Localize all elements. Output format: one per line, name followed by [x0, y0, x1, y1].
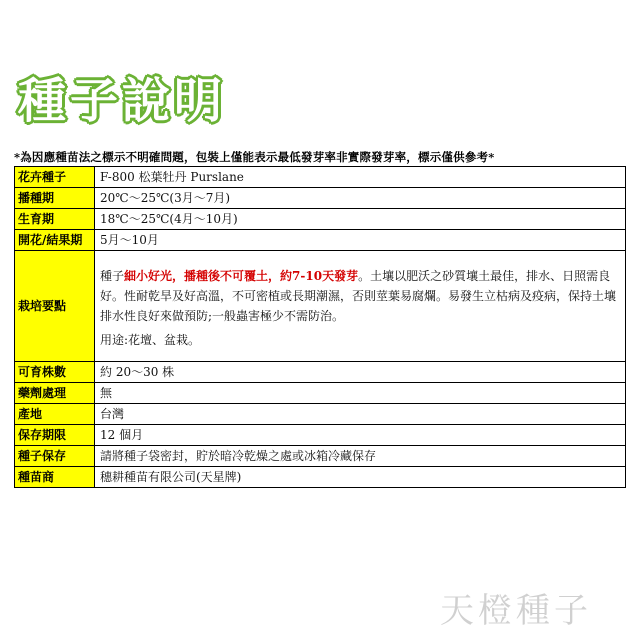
cultivation-notes	[95, 251, 626, 362]
cultivation-pre: 種子	[100, 269, 125, 283]
row-value: 18℃～25℃(4月～10月)	[95, 209, 626, 230]
row-label: 保存期限	[15, 425, 95, 446]
row-label: 生育期	[15, 209, 95, 230]
table-row	[15, 425, 626, 446]
table-row	[15, 167, 626, 188]
row-label: 栽培要點	[15, 251, 95, 362]
cultivation-highlight-end: 天發芽	[322, 269, 359, 283]
row-label: 播種期	[15, 188, 95, 209]
seed-spec-table	[14, 166, 626, 488]
row-value: 台灣	[95, 404, 626, 425]
cultivation-text	[100, 262, 620, 326]
table-row	[15, 362, 626, 383]
row-label: 種苗商	[15, 467, 95, 488]
row-label: 產地	[15, 404, 95, 425]
table-row	[15, 188, 626, 209]
table-row	[15, 404, 626, 425]
row-value: 5月～10月	[95, 230, 626, 251]
page-title: 種子說明	[18, 73, 227, 129]
row-value: 請將種子袋密封，貯於暗冷乾燥之處或冰箱冷藏保存	[95, 446, 626, 467]
table-row	[15, 383, 626, 404]
table-row	[15, 209, 626, 230]
row-label: 花卉種子	[15, 167, 95, 188]
disclaimer-notice: *為因應種苗法之標示不明確問題，包裝上僅能表示最低發芽率非實際發芽率，標示僅供參考*	[14, 150, 495, 164]
brand-watermark: 天橙種子	[440, 591, 592, 631]
row-value: 12 個月	[95, 425, 626, 446]
row-value: 無	[95, 383, 626, 404]
germination-days: 7-10	[292, 269, 323, 283]
row-label: 藥劑處理	[15, 383, 95, 404]
row-value: 約 20～30 株	[95, 362, 626, 383]
row-label: 可育株數	[15, 362, 95, 383]
row-value: F-800 松葉牡丹 Purslane	[95, 167, 626, 188]
usage-text: 用途:花壇、盆栽。	[100, 333, 201, 347]
row-value: 穗耕種苗有限公司(天星牌)	[95, 467, 626, 488]
table-row	[15, 251, 626, 362]
table-row	[15, 446, 626, 467]
table-row	[15, 230, 626, 251]
cultivation-highlight: 細小好光，播種後不可覆土，約	[124, 269, 293, 283]
row-label: 種子保存	[15, 446, 95, 467]
table-row	[15, 467, 626, 488]
row-label: 開花/結果期	[15, 230, 95, 251]
row-value: 20℃～25℃(3月～7月)	[95, 188, 626, 209]
cultivation-post: 。土壤以肥沃之砂質壤土最佳，排水、日照需良好。性耐乾旱及好高溫，不可密植或長期潮濕，否則莖葉易腐爛。易發生立枯病及疫病，保持土壤排水性良好來做預防;一般蟲害極少不需防治。	[100, 269, 617, 323]
